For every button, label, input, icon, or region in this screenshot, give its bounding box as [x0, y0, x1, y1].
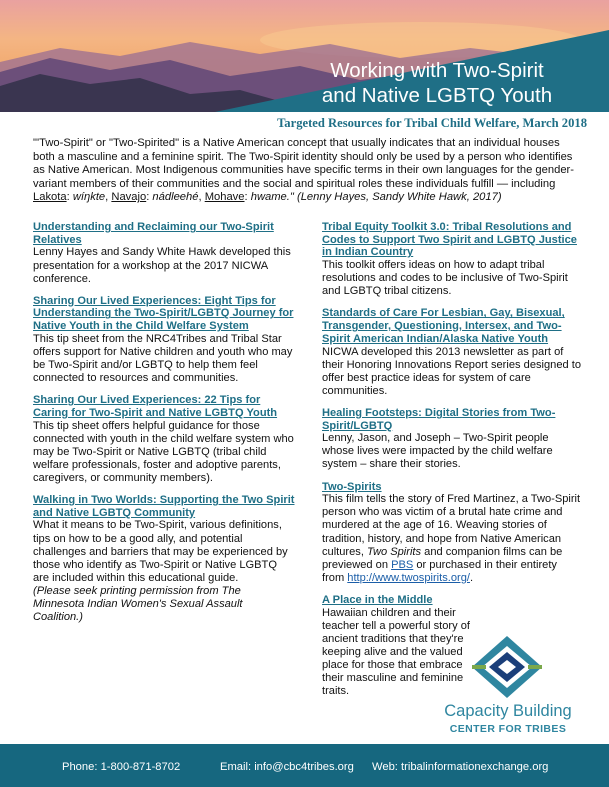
resource-item	[33, 221, 295, 286]
logo-mark-icon	[472, 636, 542, 698]
resource-link-place-in-middle[interactable]: A Place in the Middle	[322, 593, 433, 606]
resource-description: NICWA developed this 2013 newsletter as part of their Honoring Innovations Report series designed to offer best practice ideas for system of care communities.	[322, 345, 582, 397]
resource-description: Lenny, Jason, and Joseph – Two-Spirit people whose lives were impacted by the child welfare system – share their stories.	[322, 432, 553, 471]
resource-link-22-tips[interactable]: Sharing Our Lived Experiences: 22 Tips for Caring for Two-Spirit and Native LGBTQ Youth	[33, 394, 278, 419]
resource-item	[322, 407, 582, 472]
resource-description: This tip sheet from the NRC4Tribes and Tribal Star offers support for Native children and youth who may be Two-Spirit and/or LGBTQ to help them feel connected to resources and communities.	[33, 332, 293, 385]
resource-link-walking-two-worlds[interactable]: Walking in Two Worlds: Supporting the Two Spirit and Native LGBTQ Community	[33, 494, 295, 519]
resource-description: This film tells the story of Fred Martinez, a Two-Spirit person who was victim of a brutal hate crime and murdered at the age of 16. Weaving stories of tradition, history, and hope from Native American cultures, Two Spirits and companion films can be previewed on PBS or purchased in their entirety from http://www.twospirits.org/.	[322, 493, 581, 584]
resource-description: This tip sheet offers helpful guidance for those connected with youth in the child welfare system who may be Two-Spirit or Native LGBTQ (tribal child welfare professionals, foster and adoptive parents, caregivers, or community members).	[33, 419, 294, 484]
term-mohave: hwame." (Lenny Hayes, Sandy White Hawk, 2017)	[250, 191, 502, 204]
resource-link-tribal-equity-toolkit[interactable]: Tribal Equity Toolkit 3.0: Tribal Resolutions and Codes to Support Two Spirit and LGBTQ Justice in Indian Country	[322, 221, 577, 259]
resource-item	[322, 221, 582, 298]
lang-mohave: Mohave	[204, 191, 245, 204]
resource-description: Lenny Hayes and Sandy White Hawk developed this presentation for a workshop at the 2017 NICWA conference.	[33, 246, 291, 285]
footer-phone: Phone: 1-800-871-8702	[62, 761, 181, 773]
header-banner	[0, 0, 609, 112]
footer-email[interactable]: Email: info@cbc4tribes.org	[220, 761, 354, 773]
page-title	[287, 58, 587, 108]
resource-link-healing-footsteps[interactable]: Healing Footsteps: Digital Stories from Two-Spirit/LGBTQ	[322, 406, 556, 432]
capacity-building-logo	[428, 636, 588, 738]
resource-item	[322, 481, 582, 585]
resource-item	[322, 307, 582, 397]
resource-link-eight-tips[interactable]: Sharing Our Lived Experiences: Eight Tips for Understanding the Two-Spirit/LGBTQ Journey for Native Youth in the Child Welfare System	[33, 294, 294, 333]
pbs-link[interactable]: PBS	[391, 558, 414, 571]
title-line-2: and Native LGBTQ Youth	[321, 84, 553, 107]
term-lakota: wíŋkte	[72, 191, 106, 204]
lang-navajo: Navajo	[111, 191, 147, 204]
printing-permission-note: (Please seek printing permission from The Minnesota Indian Women's Sexual Assault Coalition.)	[33, 584, 243, 624]
resource-description: What it means to be Two-Spirit, various definitions, tips on how to be a good ally, and potential challenges and barriers that may be experienced by those who identify as Two-Spirit or Native LGBTQ are included within this educational guide.	[33, 519, 288, 584]
lang-lakota: Lakota	[33, 191, 67, 204]
footer-web[interactable]: Web: tribalinformationexchange.org	[372, 761, 549, 773]
resource-link-standards-of-care[interactable]: Standards of Care For Lesbian, Gay, Bisexual, Transgender, Questioning, Intersex, and Two-Spirit American Indian/Alaska Native Youth	[322, 307, 565, 345]
intro-paragraph: "'Two-Spirit" or "Two-Spirited" is a Native American concept that usually indicates that an individual houses both a masculine and a feminine spirit. The Two-Spirit identity should only be used by a person who identifies as Native American. Most Indigenous communities have specific terms in their own languages for the gender-variant members of their communities and the social and spiritual roles these individuals fulfill — including Lakota: wíŋkte, Navajo: nádleehé, Mohave: hwame." (Lenny Hayes, Sandy White Hawk, 2017)	[33, 137, 574, 204]
term-navajo: nádleehé	[152, 191, 199, 204]
resource-link-two-spirits[interactable]: Two-Spirits	[322, 480, 382, 493]
resource-link-understanding-reclaiming[interactable]: Understanding and Reclaiming our Two-Spirit Relatives	[33, 221, 274, 246]
title-line-1: Working with Two-Spirit	[330, 59, 544, 82]
resource-item	[33, 494, 295, 624]
resource-description: Hawaiian children and their teacher tell a powerful story of ancient traditions that they're keeping alive and the valued place for those that embrace their masculine and feminine traits.	[322, 606, 470, 698]
intro-text: "'Two-Spirit" or "Two-Spirited" is a Native American concept that usually indicates that an individual houses both a masculine and a feminine spirit. The Two-Spirit identity should only be used by a person who identifies as Native American. Most Indigenous communities have specific terms in their own languages for the gender-variant members of their communities and the social and spiritual roles these individuals fulfill — including	[33, 137, 574, 190]
page-subtitle: Targeted Resources for Tribal Child Welfare, March 2018	[277, 116, 587, 130]
resource-item	[33, 394, 295, 485]
left-column	[33, 221, 295, 633]
logo-name: Capacity Building	[444, 702, 572, 720]
footer-bar	[0, 744, 609, 787]
resource-description: This toolkit offers ideas on how to adapt tribal resolutions and codes to be inclusive of Two-Spirit and LGBTQ tribal citizens.	[322, 259, 568, 298]
twospirits-url-link[interactable]: http://www.twospirits.org/	[347, 571, 470, 584]
resource-item	[33, 295, 295, 385]
logo-subtitle: CENTER FOR TRIBES	[449, 723, 567, 735]
right-column	[322, 221, 582, 707]
